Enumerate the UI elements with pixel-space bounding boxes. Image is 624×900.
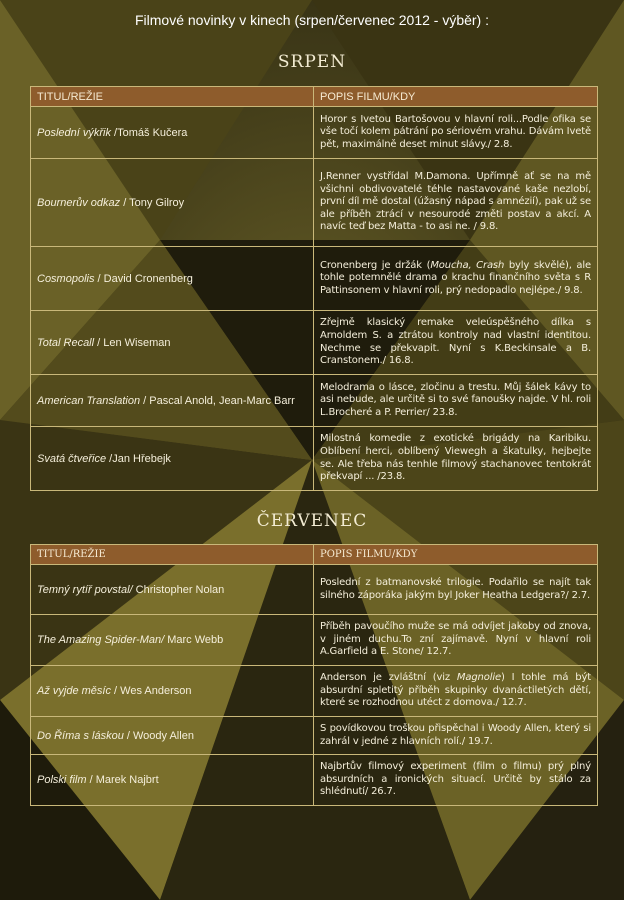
film-title-cell [31, 615, 314, 666]
description-emphasis: Moucha, Crash [430, 259, 505, 271]
description-text: ) I tohle má být absurdní spletitý příběh skupinky dvanáctiletých dětí, které se rozhodnou utéct z domova./ 12.7. [320, 672, 592, 709]
film-director: Wes Anderson [120, 685, 192, 697]
film-title-cell [31, 717, 314, 755]
film-title-cell [31, 666, 314, 717]
film-title-cell [31, 311, 314, 375]
separator: / [106, 452, 113, 465]
table-row [31, 717, 598, 755]
film-director: Pascal Anold, Jean-Marc Barr [149, 394, 295, 407]
section-heading-srpen: SRPEN [277, 52, 347, 72]
column-header-title: TITUL/REŽIE [31, 545, 314, 565]
film-title-cell [31, 427, 314, 491]
film-title: The Amazing Spider-Man/ [37, 634, 165, 646]
separator: / [120, 196, 130, 209]
table-row [31, 755, 598, 806]
film-title-cell [31, 755, 314, 806]
film-director: Woody Allen [132, 729, 194, 742]
films-table-cervenec [30, 544, 598, 806]
film-title-cell [31, 247, 314, 311]
film-description [314, 565, 598, 615]
film-description [314, 247, 598, 311]
film-title: Temný rytíř povstal/ [37, 583, 133, 596]
film-director: David Cronenberg [103, 272, 193, 285]
film-description [314, 717, 598, 755]
film-title: Bournerův odkaz [37, 196, 121, 209]
film-description [314, 107, 598, 159]
separator: / [110, 685, 121, 697]
film-title: Do Říma s láskou [37, 729, 124, 742]
films-table-srpen [30, 86, 598, 491]
description-text: Poslední z batmanovské trilogie. Podařilo se najít tak silného záporáka jakým byl Joker Heatha Ledgera?/ 2.7. [320, 576, 591, 601]
film-title-cell [31, 565, 314, 615]
description-text: Cronenberg je držák ( [320, 259, 431, 271]
description-text: Anderson je zvláštní (viz [320, 672, 457, 684]
table-row [31, 427, 598, 491]
film-director: Christopher Nolan [135, 583, 225, 596]
table-row [31, 107, 598, 159]
table-row [31, 247, 598, 311]
separator: / [94, 336, 104, 349]
film-description [314, 615, 598, 666]
film-description [314, 755, 598, 806]
table-header-row [31, 87, 598, 107]
film-description [314, 666, 598, 717]
description-text: Zřejmě klasický remake veleúspěšného dílka s Arnoldem S. a ztrátou kontroly nad vlastní identitou. Nechme se překvapit. Nyní s K.Beckinsale a B. Cranstonem./ 16.8. [320, 317, 591, 367]
column-header-title: TITUL/REŽIE [31, 87, 314, 107]
film-director: Marc Webb [167, 634, 224, 646]
separator: / [110, 126, 118, 139]
film-description [314, 427, 598, 491]
table-row [31, 666, 598, 717]
description-text: S povídkovou troškou přispěchal i Woody Allen, který si zahrál v jedné z hlavních rolí./ 19.7. [320, 722, 591, 747]
table-row [31, 615, 598, 666]
film-director: Jan Hřebejk [112, 452, 171, 465]
film-title: Poslední výkřik [37, 126, 111, 139]
section-heading-cervenec: ČERVENEC [256, 511, 368, 531]
film-title: Až vyjde měsíc [37, 685, 111, 697]
table-row [31, 311, 598, 375]
description-emphasis: Magnolie [456, 672, 501, 684]
film-director: Tony Gilroy [129, 196, 185, 209]
film-title-cell [31, 159, 314, 247]
table-row [31, 375, 598, 427]
description-text: Milostná komedie z exotické brigády na Karibiku. Oblíbení herci, oblíbený Viewegh a škatulky, hejbejte se. Ale třeba nás tenhle filmový stachanovec tentokrát překvapí ... /23.8. [320, 433, 591, 483]
film-description [314, 159, 598, 247]
table-row [31, 159, 598, 247]
separator: / [140, 394, 150, 407]
table-row [31, 565, 598, 615]
film-description [314, 375, 598, 427]
film-title: Svatá čtveřice [37, 452, 107, 465]
column-header-description: POPIS FILMU/KDY [314, 545, 598, 565]
film-title-cell [31, 375, 314, 427]
film-description [314, 311, 598, 375]
film-director: Marek Najbrt [95, 774, 159, 786]
description-text: J.Renner vystřídal M.Damona. Upřímně ať se na mě všichni obdivovatelé téhle nastavované kaše nezlobí, první díl mě dostal (úžasný nápad s amnézií), pak už se ale příběh ztrácí v nesourodé změti postav a akcí. A navíc teď bez Matta - to asi ne. / 9.8. [320, 171, 591, 233]
separator: / [123, 729, 133, 742]
column-header-description: POPIS FILMU/KDY [314, 87, 598, 107]
description-text: Horor s Ivetou Bartošovou v hlavní roli...Podle ofika se vše točí kolem pátrání po sériovém vrahu. Dávám Ivetě pět, maximálně deset minut slávy./ 2.8. [320, 113, 591, 150]
page-title: Filmové novinky v kinech (srpen/červenec 2012 - výběr) : [134, 12, 490, 28]
film-title-cell [31, 107, 314, 159]
film-director: Len Wiseman [103, 336, 171, 349]
film-title: American Translation [37, 394, 141, 407]
film-title: Polski film [37, 774, 87, 786]
description-text: Melodrama o lásce, zločinu a trestu. Můj šálek kávy to asi nebude, ale určitě si to své fanoušky najde. V hl. roli L.Brocheré a P. Perrier/ 23.8. [320, 381, 591, 418]
separator: / [86, 774, 96, 786]
separator: / [94, 272, 104, 285]
film-title: Total Recall [37, 336, 95, 349]
table-header-row [31, 545, 598, 565]
description-text: Najbrtův filmový experiment (film o filmu) prý plný absurdních a ironických situací. Určitě by stálo za shlédnutí/ 26.7. [320, 761, 591, 798]
description-text: Příběh pavoučího muže se má odvíjet jakoby od znova, v jiném duchu.To zní zajímavě. Nyní v hlavní roli A.Garfield a E. Stone/ 12.7. [320, 621, 591, 658]
description-text: byly skvělé), ale tohle potemnělé drama o krachu finančního světa s R Pattinsonem v hlavní roli, prý nedopadlo nejlépe./ 9.8. [320, 259, 591, 296]
film-director: Tomáš Kučera [117, 126, 188, 139]
film-title: Cosmopolis [37, 272, 95, 285]
